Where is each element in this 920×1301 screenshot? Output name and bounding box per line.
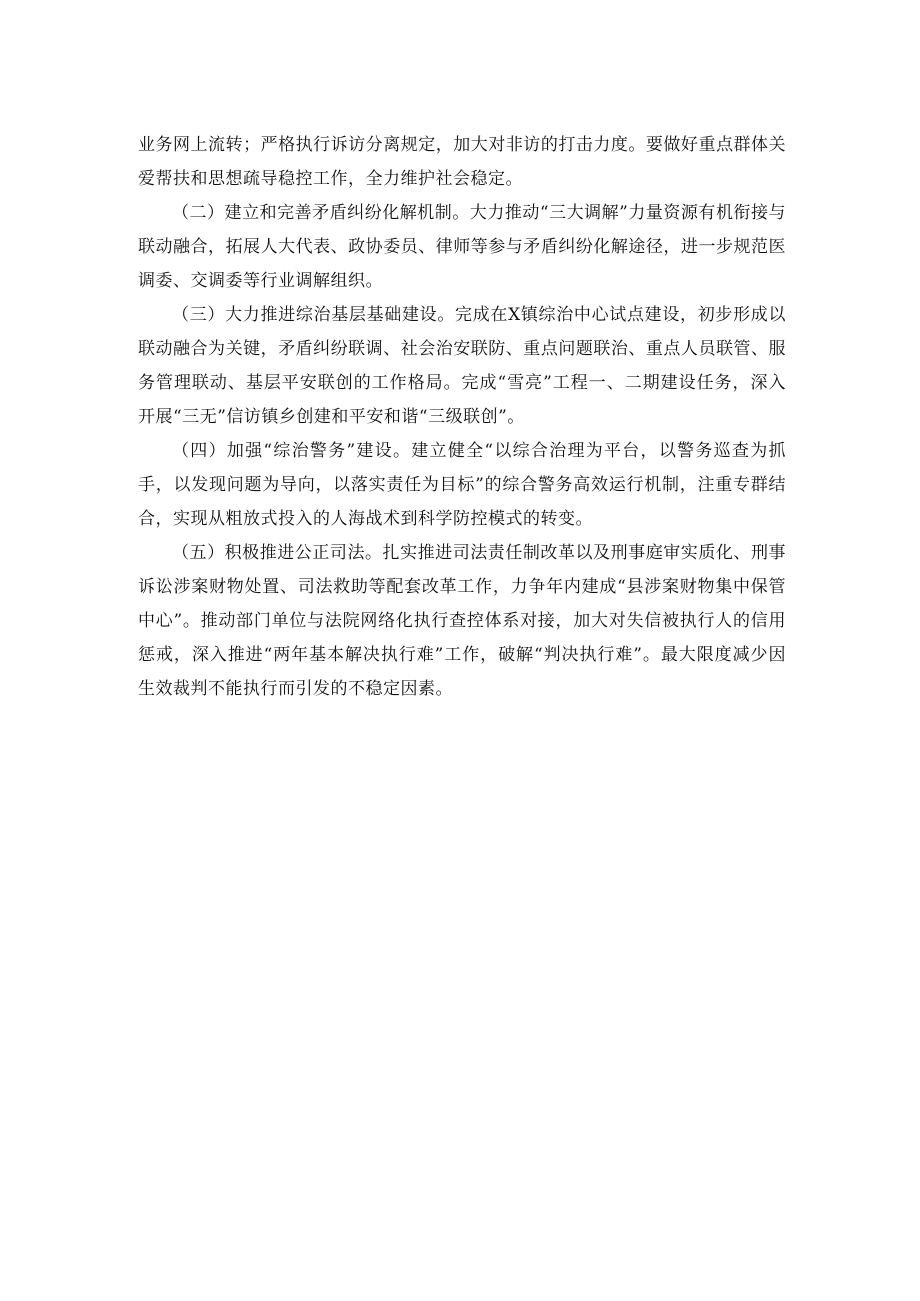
document-body [138, 128, 786, 706]
paragraph-section-3: （三）大力推进综治基层基础建设。完成在X镇综治中心试点建设，初步形成以联动融合为关键，矛盾纠纷联调、社会治安联防、重点问题联治、重点人员联管、服务管理联动、基层平安联创的工作格局。完成“雪亮”工程一、二期建设任务，深入开展“三无”信访镇乡创建和平安和谐“三级联创”。 [138, 305, 786, 427]
paragraph-section-5: （五）积极推进公正司法。扎实推进司法责任制改革以及刑事庭审实质化、刑事诉讼涉案财物处置、司法救助等配套改革工作，力争年内建成“县涉案财物集中保管中心”。推动部门单位与法院网络化执行查控体系对接，加大对失信被执行人的信用惩戒，深入推进“两年基本解决执行难”工作，破解“判决执行难”。最大限度减少因生效裁判不能执行而引发的不稳定因素。 [138, 543, 786, 699]
paragraph-continuation: 业务网上流转；严格执行诉访分离规定，加大对非访的打击力度。要做好重点群体关爱帮扶和思想疏导稳控工作，全力维护社会稳定。 [138, 135, 786, 189]
paragraph-section-2: （二）建立和完善矛盾纠纷化解机制。大力推动“三大调解”力量资源有机衔接与联动融合，拓展人大代表、政协委员、律师等参与矛盾纠纷化解途径，进一步规范医调委、交调委等行业调解组织。 [138, 203, 786, 291]
paragraph-section-4: （四）加强“综治警务”建设。建立健全“以综合治理为平台，以警务巡查为抓手，以发现问题为导向，以落实责任为目标”的综合警务高效运行机制，注重专群结合，实现从粗放式投入的人海战术到科学防控模式的转变。 [138, 441, 786, 529]
